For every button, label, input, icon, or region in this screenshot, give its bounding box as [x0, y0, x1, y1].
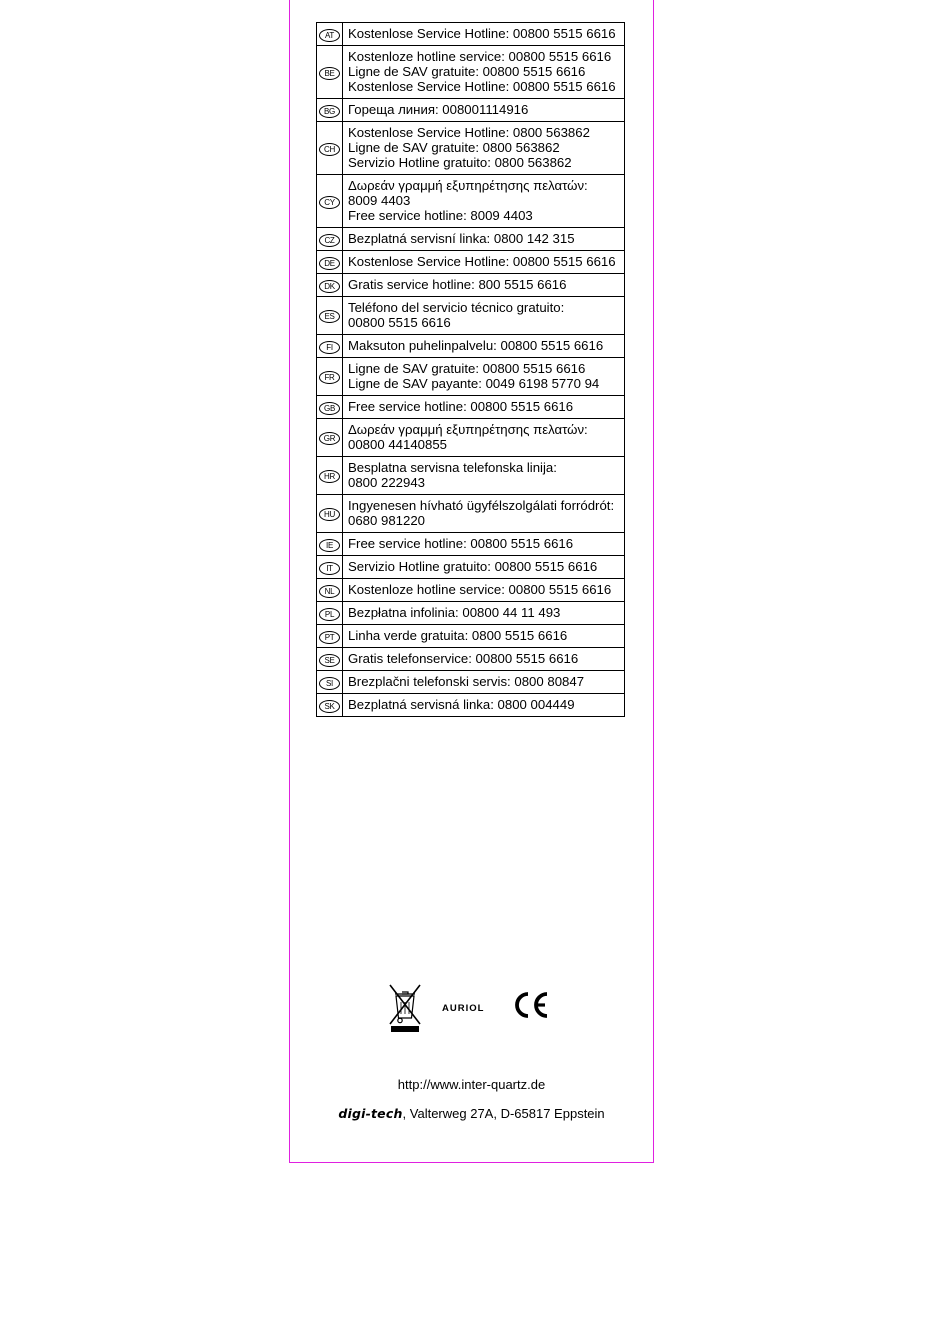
hotline-row-ie	[317, 533, 625, 556]
hotline-text-line: Free service hotline: 8009 4403	[348, 208, 533, 223]
country-code-cell	[317, 671, 343, 694]
country-code-cell	[317, 602, 343, 625]
hotline-text-line: Maksuton puhelinpalvelu: 00800 5515 6616	[348, 338, 604, 353]
hotline-text-line: Servizio Hotline gratuito: 00800 5515 6616	[348, 559, 598, 574]
hotline-text-cell	[343, 175, 625, 228]
hotline-text-cell	[343, 358, 625, 396]
country-code-badge: HR	[319, 470, 340, 483]
hotline-text-cell	[343, 579, 625, 602]
country-code-badge: FI	[319, 341, 340, 354]
hotline-row-ch	[317, 122, 625, 175]
country-code-badge: SE	[319, 654, 340, 667]
hotline-text-cell	[343, 495, 625, 533]
hotline-text-line: Brezplačni telefonski servis: 0800 80847	[348, 674, 585, 689]
hotline-row-es	[317, 297, 625, 335]
country-code-cell	[317, 495, 343, 533]
hotline-text-cell	[343, 23, 625, 46]
country-code-badge: CZ	[319, 234, 340, 247]
country-code-badge: IT	[319, 562, 340, 575]
website-url[interactable]: http://www.inter-quartz.de	[397, 1077, 546, 1092]
hotline-text-line: 0680 981220	[348, 513, 426, 528]
hotline-row-sk	[317, 694, 625, 717]
hotline-text-line: Kostenlose Service Hotline: 00800 5515 6616	[348, 79, 616, 94]
country-code-cell	[317, 358, 343, 396]
hotline-row-hu	[317, 495, 625, 533]
hotline-text-cell	[343, 335, 625, 358]
country-code-cell	[317, 457, 343, 495]
country-code-cell	[317, 23, 343, 46]
hotline-row-cz	[317, 228, 625, 251]
hotline-text-line: Servizio Hotline gratuito: 0800 563862	[348, 155, 572, 170]
auriol-logo: AURIOL	[442, 1003, 485, 1014]
country-code-cell	[317, 274, 343, 297]
hotline-row-cy	[317, 175, 625, 228]
country-code-cell	[317, 396, 343, 419]
hotline-row-nl	[317, 579, 625, 602]
hotline-text-line: 00800 5515 6616	[348, 315, 451, 330]
company-address	[289, 1106, 654, 1121]
hotline-text-line: Ligne de SAV gratuite: 0800 563862	[348, 140, 560, 155]
country-code-cell	[317, 251, 343, 274]
country-code-badge: AT	[319, 29, 340, 42]
hotline-text-line: 00800 44140855	[348, 437, 448, 452]
country-code-cell	[317, 335, 343, 358]
hotline-text-cell	[343, 251, 625, 274]
country-code-badge: FR	[319, 371, 340, 384]
hotline-text-cell	[343, 602, 625, 625]
country-code-cell	[317, 625, 343, 648]
hotline-text-line: Bezpłatna infolinia: 00800 44 11 493	[348, 605, 561, 620]
hotline-text-cell	[343, 419, 625, 457]
country-code-cell	[317, 648, 343, 671]
country-code-cell	[317, 228, 343, 251]
weee-bin-icon	[387, 982, 423, 1034]
hotline-text-cell	[343, 648, 625, 671]
hotline-text-line: Bezplatná servisní linka: 0800 142 315	[348, 231, 575, 246]
hotline-text-cell	[343, 457, 625, 495]
country-code-badge: SK	[319, 700, 340, 713]
hotline-text-line: Free service hotline: 00800 5515 6616	[348, 399, 574, 414]
country-code-badge: GR	[319, 432, 340, 445]
hotline-text-line: Гореща линия: 008001114916	[348, 102, 529, 117]
hotline-text-cell	[343, 556, 625, 579]
digi-tech-brand: digi-tech	[338, 1106, 403, 1121]
country-code-badge: IE	[319, 539, 340, 552]
country-code-cell	[317, 419, 343, 457]
hotline-text-cell	[343, 671, 625, 694]
hotline-text-cell	[343, 274, 625, 297]
hotline-text-line: Ingyenesen hívható ügyfélszolgálati forródrót:	[348, 498, 615, 513]
hotline-text-line: Δωρεάν γραμμή εξυπηρέτησης πελατών:	[348, 422, 588, 437]
hotline-row-pt	[317, 625, 625, 648]
country-code-cell	[317, 99, 343, 122]
country-code-cell	[317, 556, 343, 579]
hotline-text-cell	[343, 694, 625, 717]
hotline-text-cell	[343, 533, 625, 556]
country-code-badge: CH	[319, 143, 340, 156]
certification-logos	[387, 982, 557, 1037]
country-code-badge: ES	[319, 310, 340, 323]
hotline-text-cell	[343, 46, 625, 99]
country-code-cell	[317, 175, 343, 228]
hotline-text-line: 8009 4403	[348, 193, 411, 208]
country-code-badge: BE	[319, 67, 340, 80]
hotline-row-se	[317, 648, 625, 671]
hotline-text-line: Linha verde gratuita: 0800 5515 6616	[348, 628, 568, 643]
hotline-row-si	[317, 671, 625, 694]
hotline-row-dk	[317, 274, 625, 297]
hotline-row-gb	[317, 396, 625, 419]
country-code-badge: CY	[319, 196, 340, 209]
hotline-row-it	[317, 556, 625, 579]
country-code-badge: HU	[319, 508, 340, 521]
country-code-cell	[317, 579, 343, 602]
hotline-text-cell	[343, 99, 625, 122]
hotline-text-cell	[343, 297, 625, 335]
hotline-row-at	[317, 23, 625, 46]
country-code-badge: PT	[319, 631, 340, 644]
hotline-text-line: Gratis service hotline: 800 5515 6616	[348, 277, 567, 292]
hotline-text-cell	[343, 396, 625, 419]
country-code-badge: GB	[319, 402, 340, 415]
country-code-cell	[317, 533, 343, 556]
hotline-text-line: Ligne de SAV gratuite: 00800 5515 6616	[348, 64, 586, 79]
hotline-text-line: Kostenlose Service Hotline: 00800 5515 6616	[348, 26, 616, 41]
hotline-row-hr	[317, 457, 625, 495]
hotline-row-bg	[317, 99, 625, 122]
service-hotline-table	[316, 22, 625, 717]
country-code-badge: BG	[319, 105, 340, 118]
hotline-text-cell	[343, 228, 625, 251]
country-code-cell	[317, 46, 343, 99]
hotline-text-line: Δωρεάν γραμμή εξυπηρέτησης πελατών:	[348, 178, 588, 193]
hotline-text-line: Free service hotline: 00800 5515 6616	[348, 536, 574, 551]
country-code-badge: DE	[319, 257, 340, 270]
country-code-badge: PL	[319, 608, 340, 621]
country-code-cell	[317, 297, 343, 335]
hotline-text-cell	[343, 122, 625, 175]
hotline-text-line: Ligne de SAV gratuite: 00800 5515 6616	[348, 361, 586, 376]
hotline-row-gr	[317, 419, 625, 457]
hotline-text-line: Kostenloze hotline service: 00800 5515 6616	[348, 582, 612, 597]
hotline-text-line: 0800 222943	[348, 475, 426, 490]
hotline-row-pl	[317, 602, 625, 625]
hotline-row-fr	[317, 358, 625, 396]
country-code-cell	[317, 122, 343, 175]
country-code-cell	[317, 694, 343, 717]
hotline-text-line: Bezplatná servisná linka: 0800 004449	[348, 697, 575, 712]
ce-mark-icon	[511, 990, 551, 1020]
country-code-badge: DK	[319, 280, 340, 293]
address-text: , Valterweg 27A, D-65817 Eppstein	[402, 1106, 605, 1121]
country-code-badge: NL	[319, 585, 340, 598]
hotline-text-line: Teléfono del servicio técnico gratuito:	[348, 300, 565, 315]
hotline-text-line: Besplatna servisna telefonska linija:	[348, 460, 557, 475]
hotline-row-de	[317, 251, 625, 274]
country-code-badge: SI	[319, 677, 340, 690]
hotline-text-line: Gratis telefonservice: 00800 5515 6616	[348, 651, 579, 666]
hotline-text-line: Kostenloze hotline service: 00800 5515 6616	[348, 49, 612, 64]
hotline-text-line: Kostenlose Service Hotline: 0800 563862	[348, 125, 590, 140]
hotline-text-line: Kostenlose Service Hotline: 00800 5515 6616	[348, 254, 616, 269]
hotline-row-be	[317, 46, 625, 99]
hotline-text-cell	[343, 625, 625, 648]
hotline-row-fi	[317, 335, 625, 358]
hotline-text-line: Ligne de SAV payante: 0049 6198 5770 94	[348, 376, 600, 391]
